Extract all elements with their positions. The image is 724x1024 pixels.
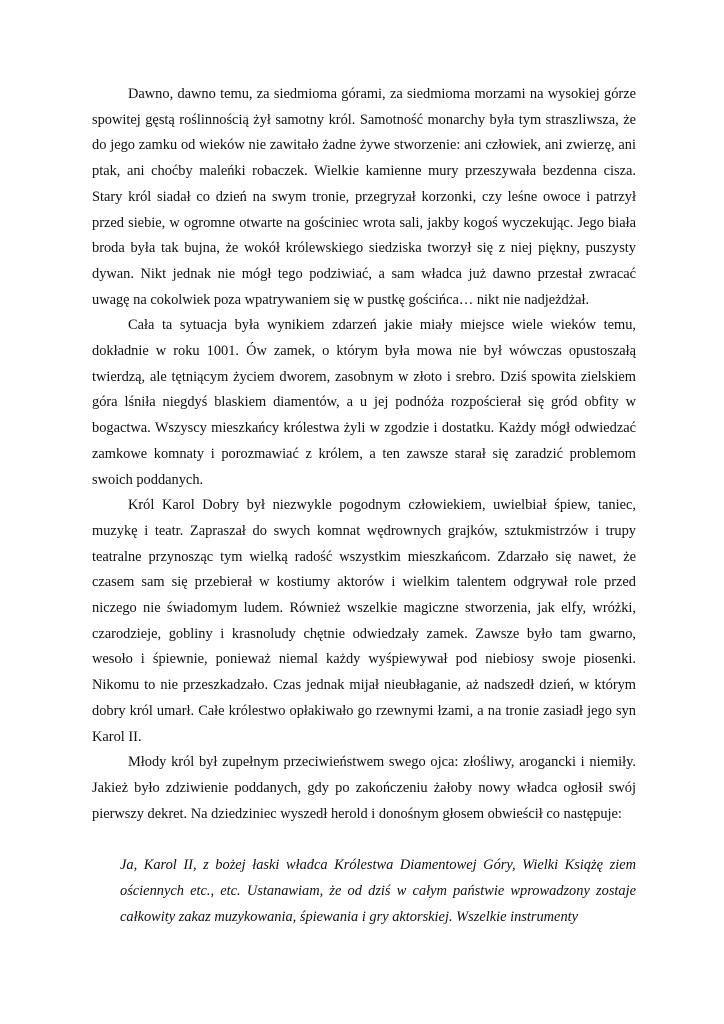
paragraph-4: Młody król był zupełnym przeciwieństwem swego ojca: złośliwy, arogancki i niemiły. Jakież było zdziwienie poddanych, gdy po zakończeniu żałoby nowy władca ogłosił swój pierwszy dekret. Na dziedziniec wyszedł herold i donośnym głosem obwieścił co następuje: [92,754,636,822]
paragraph-2: Cała ta sytuacja była wynikiem zdarzeń jakie miały miejsce wiele wieków temu, dokładnie w roku 1001. Ów zamek, o którym była mowa nie był wówczas opustoszałą twierdzą, ale tętniącym życiem dworem, zasobnym w złoto i srebro. Dziś spowita zielskiem góra lśniła niegdyś blaskiem diamentów, a u jej podnóża rozpościerał się gród obfity w bogactwa. Wszyscy mieszkańcy królestwa żyli w zgodzie i dostatku. Każdy mógł odwiedzać zamkowe komnaty i porozmawiać z królem, a ten zawsze starał się zaradzić problemom swoich poddanych. [92,317,636,488]
paragraph-3: Król Karol Dobry był niezwykle pogodnym człowiekiem, uwielbiał śpiew, taniec, muzykę i teatr. Zapraszał do swych komnat wędrownych grajków, sztukmistrzów i trupy teatralne przynosząc tym wielką radość wszystkim mieszkańcom. Zdarzało się nawet, że czasem sam się przebierał w kostiumy aktorów i wielkim talentem odgrywał role przed niczego nie świadomym ludem. Również wszelkie magiczne stworzenia, jak elfy, wróżki, czarodzieje, gobliny i krasnoludy chętnie odwiedzały zamek. Zawsze było tam gwarno, wesoło i śpiewnie, ponieważ niemal każdy wyśpiewywał pod niebiosy swoje piosenki. Nikomu to nie przeszkadzało. Czas jednak mijał nieubłaganie, aż nadszedł dzień, w którym dobry król umarł. Całe królestwo opłakiwało go rzewnymi łzami, a na tronie zasiadł jego syn Karol II. [92,497,636,745]
document-body [92,82,636,931]
paragraph-1: Dawno, dawno temu, za siedmioma górami, za siedmioma morzami na wysokiej górze spowitej gęstą roślinnością żył samotny król. Samotność monarchy była tym straszliwsza, że do jego zamku od wieków nie zawitało żadne żywe stworzenie: ani człowiek, ani zwierzę, ani ptak, ani choćby maleńki robaczek. Wielkie kamienne mury przeszywała bezdenna cisza. Stary król siadał co dzień na swym tronie, przegryzał korzonki, czy leśne owoce i patrzył przed siebie, w ogromne otwarte na gościniec wrota sali, jakby kogoś wyczekując. Jego biała broda była tak bujna, że wokół królewskiego siedziska tworzył się z niej piękny, puszysty dywan. Nikt jednak nie mógł tego podziwiać, a sam władca już dawno przestał zwracać uwagę na cokolwiek poza wpatrywaniem się w pustkę gościńca… nikt nie nadjeżdżał. [92,86,636,308]
decree-quote: Ja, Karol II, z bożej łaski władca Królestwa Diamentowej Góry, Wielki Książę ziem ościennych etc., etc. Ustanawiam, że od dziś w całym państwie wprowadzony zostaje całkowity zakaz muzykowania, śpiewania i gry aktorskiej. Wszelkie instrumenty [120,857,636,925]
